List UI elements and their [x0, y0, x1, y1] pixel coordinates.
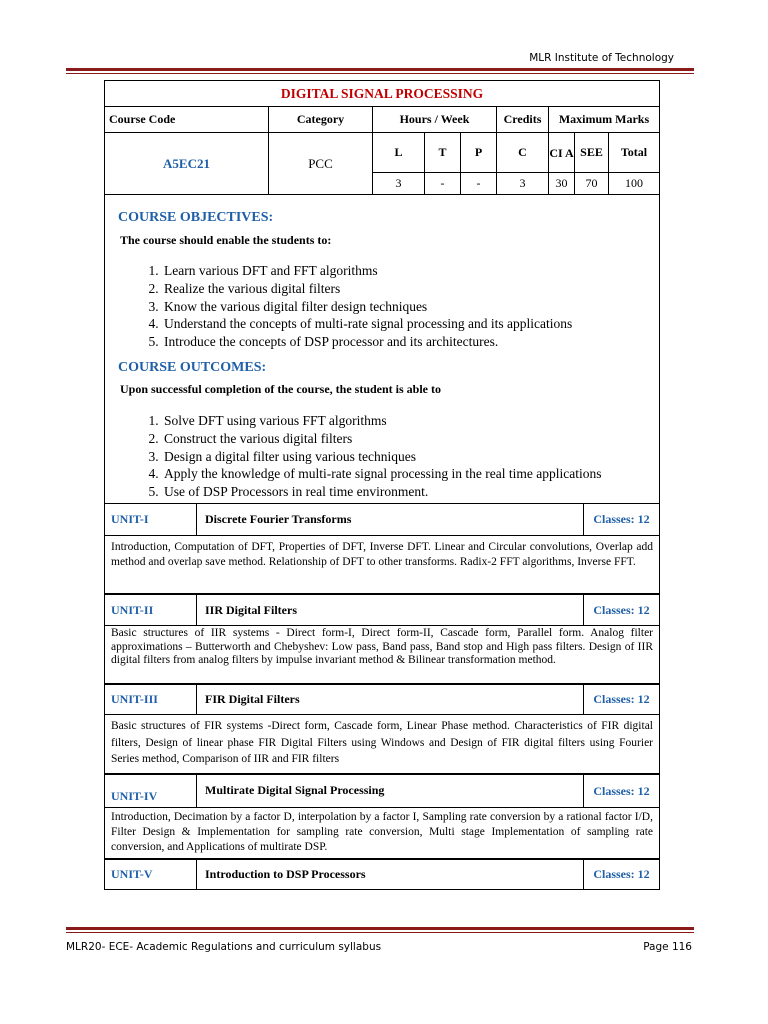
footer-rule [66, 927, 694, 930]
unit-title: Discrete Fourier Transforms [205, 512, 352, 526]
sub-header-t: T [425, 133, 461, 173]
unit-5-header [104, 859, 660, 890]
header-category: Category [269, 107, 373, 133]
list-item: 5. Use of DSP Processors in real time environment. [162, 483, 682, 501]
footer-document-title: MLR20- ECE- Academic Regulations and curriculum syllabus [66, 941, 382, 953]
objectives-list [140, 262, 682, 351]
unit-title: Multirate Digital Signal Processing [205, 783, 385, 797]
header-max-marks: Maximum Marks [549, 107, 660, 133]
unit-title: Introduction to DSP Processors [205, 867, 366, 881]
list-item: 5. Introduce the concepts of DSP processor and its architectures. [162, 333, 682, 351]
course-title: DIGITAL SIGNAL PROCESSING [105, 81, 660, 107]
header-rule [66, 68, 694, 71]
outcomes-intro: Upon successful completion of the course, the student is able to [120, 382, 441, 396]
unit-classes: Classes: 12 [583, 860, 659, 889]
unit-title: IIR Digital Filters [205, 602, 297, 617]
list-item: 1. Solve DFT using various FFT algorithms [162, 412, 682, 430]
sub-header-total: Total [609, 133, 660, 173]
value-l: 3 [373, 173, 425, 195]
list-item: 1. Learn various DFT and FFT algorithms [162, 262, 682, 280]
unit-classes: Classes: 12 [583, 685, 659, 714]
list-item: 2. Construct the various digital filters [162, 430, 682, 448]
sub-header-cia: CI A [549, 133, 575, 173]
sub-header-c: C [497, 133, 549, 173]
unit-1-header [104, 503, 660, 536]
unit-3-header [104, 684, 660, 715]
course-category-value: PCC [269, 133, 373, 195]
header-rule-thin [66, 73, 694, 74]
unit-4-body: Introduction, Decimation by a factor D, interpolation by a factor I, Sampling rate conversion by a rational factor I/D, Filter Design & Implementation for sampling rate conversion, Multi stage Implementation of sampling rate conversion, and Applications of multirate DSP. [104, 808, 660, 859]
sub-header-l: L [373, 133, 425, 173]
unit-name: UNIT-II [105, 595, 197, 625]
list-item: 4. Apply the knowledge of multi-rate signal processing in the real time applications [162, 465, 682, 483]
list-item: 4. Understand the concepts of multi-rate signal processing and its applications [162, 315, 682, 333]
institution-name: MLR Institute of Technology [529, 52, 674, 64]
unit-2-header [104, 594, 660, 626]
header-credits: Credits [497, 107, 549, 133]
value-p: - [461, 173, 497, 195]
unit-3-body: Basic structures of FIR systems -Direct form, Cascade form, Linear Phase method. Characteristics of FIR digital filters, Design of linear phase FIR Digital Filters using Windows and Design of FIR digital filters using Fourier Series method, Comparison of IIR and FIR filters [104, 715, 660, 774]
outcomes-heading: COURSE OUTCOMES: [118, 360, 267, 375]
footer-page-number: Page 116 [643, 941, 692, 953]
sub-header-see: SEE [575, 133, 609, 173]
value-t: - [425, 173, 461, 195]
header-hours-week: Hours / Week [373, 107, 497, 133]
value-c: 3 [497, 173, 549, 195]
unit-classes: Classes: 12 [583, 595, 659, 625]
unit-classes: Classes: 12 [583, 775, 659, 807]
list-item: 3. Design a digital filter using various techniques [162, 448, 682, 466]
value-cia: 30 [549, 173, 575, 195]
header-course-code: Course Code [105, 107, 269, 133]
course-info-table [104, 80, 660, 195]
unit-name: UNIT-III [105, 685, 197, 714]
value-see: 70 [575, 173, 609, 195]
unit-name: UNIT-I [105, 504, 197, 535]
unit-classes: Classes: 12 [583, 504, 659, 535]
outcomes-list [140, 412, 682, 501]
list-item: 3. Know the various digital filter design techniques [162, 298, 682, 316]
list-item: 2. Realize the various digital filters [162, 280, 682, 298]
unit-2-body: Basic structures of IIR systems - Direct form-I, Direct form-II, Cascade form, Parallel form. Analog filter approximations – Butterworth and Chebyshev: Low pass, Band pass, Band stop and High pass filters. Design of IIR digital filters from analog filters by impulse invariant method & Bilinear transformation method. [104, 626, 660, 684]
footer-rule-thin [66, 932, 694, 933]
unit-name: UNIT-V [105, 860, 197, 889]
sub-header-p: P [461, 133, 497, 173]
objectives-heading: COURSE OBJECTIVES: [118, 210, 274, 225]
unit-name: UNIT-IV [105, 775, 197, 807]
unit-title: FIR Digital Filters [205, 692, 300, 706]
value-total: 100 [609, 173, 660, 195]
objectives-intro: The course should enable the students to: [120, 233, 332, 247]
unit-1-body: Introduction, Computation of DFT, Properties of DFT, Inverse DFT. Linear and Circular convolutions, Overlap add method and overlap save method. Relationship of DFT to other transforms. Radix-2 FFT algorithms, Inverse FFT. [104, 536, 660, 594]
unit-4-header [104, 774, 660, 808]
course-code-value: A5EC21 [105, 133, 269, 195]
